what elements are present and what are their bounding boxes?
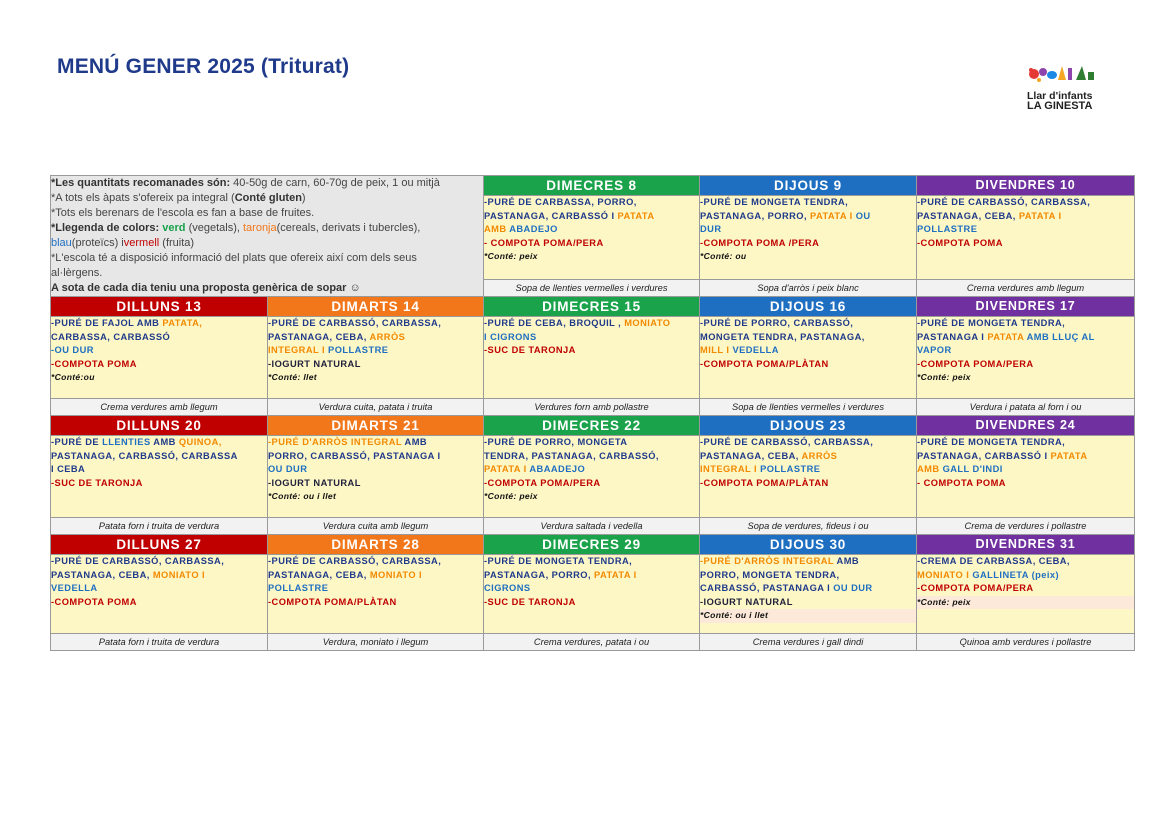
- menu-line: [484, 436, 699, 450]
- menu-line: [917, 210, 1134, 224]
- menu-line: [917, 569, 1134, 583]
- menu-text: -OU DUR: [51, 345, 94, 355]
- dinner-suggestion: Crema verdures amb llegum: [51, 399, 268, 416]
- menu-text: -PURÉ DE MONGETA TENDRA,: [917, 437, 1066, 447]
- menu-line: [700, 463, 916, 477]
- menu-line: [700, 569, 916, 583]
- menu-text: PASTANAGA, CEBA,: [917, 210, 1019, 221]
- menu-line: [268, 490, 483, 504]
- menu-line: [917, 344, 1134, 358]
- menu-line: [268, 463, 483, 477]
- dinner-suggestion: Sopa d'arròs i peix blanc: [700, 279, 917, 296]
- menu-line: [700, 436, 916, 450]
- day-header: DIVENDRES 17: [917, 297, 1135, 317]
- menu-text: QUINOA,: [178, 437, 222, 447]
- menu-line: [268, 344, 483, 358]
- day-header: DILLUNS 20: [51, 416, 268, 436]
- menu-text: PATATA I: [1018, 210, 1062, 221]
- menu-line: [484, 223, 699, 237]
- day-menu: [917, 196, 1135, 279]
- day-header: DIVENDRES 31: [917, 535, 1135, 555]
- menu-text: CARBASSÓ, PASTANAGA I: [700, 583, 834, 593]
- menu-line: [917, 358, 1134, 372]
- menu-text: PASTANAGA, CEBA,: [700, 450, 802, 461]
- menu-text: -PURÉ DE CARBASSÓ, CARBASSA,: [700, 437, 874, 447]
- menu-line: [700, 582, 916, 596]
- day-menu: [700, 555, 917, 634]
- menu-line: [700, 609, 916, 623]
- dinner-suggestion: Crema de verdures i pollastre: [917, 518, 1135, 535]
- menu-text: LLENTIES: [102, 437, 154, 447]
- menu-line: [268, 317, 483, 331]
- menu-line: [484, 555, 699, 569]
- menu-line: [484, 477, 699, 491]
- menu-text: *Conté: peix: [917, 372, 971, 382]
- menu-text: AMB: [153, 437, 179, 447]
- menu-line: [700, 196, 916, 210]
- menu-text: PATATA: [1050, 450, 1088, 461]
- menu-line: [700, 223, 916, 237]
- menu-text: ABAADEJO: [529, 464, 586, 474]
- page-title: MENÚ GENER 2025 (Triturat): [57, 55, 350, 78]
- menu-line: [700, 344, 916, 358]
- menu-line: [700, 555, 916, 569]
- menu-text: -PURÉ DE CARBASSA, PORRO,: [484, 197, 637, 208]
- menu-line: [484, 463, 699, 477]
- menu-text: -COMPOTA POMA: [51, 358, 137, 369]
- menu-text: -COMPOTA POMA /PERA: [700, 237, 820, 248]
- menu-line: [917, 596, 1134, 610]
- day-header: DIJOUS 30: [700, 535, 917, 555]
- menu-text: -COMPOTA POMA: [51, 596, 137, 607]
- menu-text: TENDRA, PASTANAGA, CARBASSÓ,: [484, 450, 659, 461]
- menu-line: [268, 569, 483, 583]
- menu-text: PASTANAGA, CARBASSÓ I: [484, 210, 618, 221]
- menu-line: [484, 569, 699, 583]
- menu-line: [700, 596, 916, 610]
- dinner-suggestion: Verdures forn amb pollastre: [484, 399, 700, 416]
- menu-text: DUR: [700, 224, 722, 235]
- day-menu: [51, 555, 268, 634]
- menu-text: MONIATO I: [369, 569, 423, 580]
- menu-text: *Conté: llet: [268, 372, 317, 382]
- menu-line: [484, 210, 699, 224]
- menu-line: [917, 450, 1134, 464]
- menu-text: POLLASTRE: [760, 464, 821, 474]
- menu-text: *Conté: peix: [484, 491, 538, 501]
- day-header: DIVENDRES 24: [917, 416, 1135, 436]
- menu-text: MONGETA TENDRA, PASTANAGA,: [700, 331, 865, 342]
- menu-text: MONIATO: [624, 318, 671, 328]
- day-menu: [700, 317, 917, 399]
- menu-text: POLLASTRE: [268, 583, 329, 593]
- menu-line: [268, 358, 483, 372]
- menu-line: [484, 582, 699, 596]
- menu-text: POLLASTRE: [328, 345, 389, 355]
- menu-text: -COMPOTA POMA/PERA: [917, 583, 1034, 593]
- menu-text: AMB: [484, 224, 510, 235]
- menu-text: PASTANAGA, CEBA,: [51, 569, 153, 580]
- menu-line: [917, 555, 1134, 569]
- menu-text: I CEBA: [51, 464, 86, 474]
- menu-line: [51, 344, 267, 358]
- menu-text: GALL D'INDI: [942, 464, 1003, 474]
- day-menu: [484, 555, 700, 634]
- menu-line: [51, 569, 267, 583]
- menu-line: [917, 436, 1134, 450]
- day-menu: [268, 436, 484, 518]
- menu-line: [700, 237, 916, 251]
- day-header: DIJOUS 16: [700, 297, 917, 317]
- day-header: DIJOUS 23: [700, 416, 917, 436]
- menu-line: [51, 436, 267, 450]
- menu-text: - COMPOTA POMA/PERA: [484, 237, 604, 248]
- info-box: [51, 176, 484, 297]
- dinner-suggestion: Verdura, moniato i llegum: [268, 634, 484, 651]
- menu-text: *Conté:ou: [51, 372, 95, 382]
- menu-text: -COMPOTA POMA/PLÀTAN: [700, 477, 829, 488]
- menu-line: [917, 477, 1134, 491]
- menu-text: -PURÉ DE FAJOL AMB: [51, 318, 163, 328]
- day-header: DIMARTS 21: [268, 416, 484, 436]
- menu-line: [51, 371, 267, 385]
- day-header: DIMECRES 29: [484, 535, 700, 555]
- menu-text: -PURÉ DE CARBASSÓ, CARBASSA,: [51, 556, 225, 566]
- menu-line: [484, 344, 699, 358]
- menu-text: PATATA I: [484, 464, 530, 474]
- menu-text: -PURÉ DE CARBASSÓ, CARBASSA,: [268, 318, 442, 328]
- day-menu: [268, 317, 484, 399]
- menu-line: [51, 477, 267, 491]
- menu-text: MONIATO I: [152, 569, 206, 580]
- menu-text: -IOGURT NATURAL: [700, 596, 793, 607]
- menu-text: -COMPOTA POMA/PLÀTAN: [268, 596, 397, 607]
- menu-line: [484, 596, 699, 610]
- menu-text: -PURÉ DE CEBA, BROQUIL ,: [484, 318, 625, 328]
- day-menu: [700, 436, 917, 518]
- menu-text: OU DUR: [833, 583, 873, 593]
- day-header: DIMECRES 15: [484, 297, 700, 317]
- menu-text: -PURÉ DE MONGETA TENDRA,: [484, 556, 633, 566]
- menu-text: VEDELLA: [51, 583, 98, 593]
- menu-text: -PURÉ DE CARBASSÓ, CARBASSA,: [268, 556, 442, 566]
- menu-line: [700, 210, 916, 224]
- menu-text: INTEGRAL I: [700, 464, 761, 474]
- day-menu: [484, 436, 700, 518]
- menu-text: PASTANAGA, PORRO,: [484, 569, 595, 580]
- menu-line: [700, 358, 916, 372]
- menu-text: -COMPOTA POMA: [917, 237, 1003, 248]
- menu-text: -PURÉ DE: [51, 437, 103, 447]
- day-menu: [917, 555, 1135, 634]
- menu-text: I CIGRONS: [484, 331, 537, 342]
- menu-text: VEDELLA: [732, 345, 779, 355]
- menu-text: -PURÉ DE MONGETA TENDRA,: [700, 197, 849, 208]
- menu-line: [51, 582, 267, 596]
- menu-text: -IOGURT NATURAL: [268, 477, 361, 488]
- menu-text: AMB: [404, 437, 428, 447]
- dinner-suggestion: Verdura cuita amb llegum: [268, 518, 484, 535]
- menu-text: -SUC DE TARONJA: [484, 345, 576, 355]
- menu-text: PATATA: [987, 331, 1027, 342]
- menu-text: -COMPOTA POMA/PERA: [917, 358, 1034, 369]
- logo-line-2: LA GINESTA: [1027, 100, 1093, 112]
- menu-text: -CREMA DE CARBASSA, CEBA,: [917, 556, 1070, 566]
- menu-text: AMB: [836, 556, 860, 566]
- menu-text: GALLINETA: [972, 569, 1032, 580]
- menu-line: [51, 555, 267, 569]
- menu-text: *Conté: ou i llet: [268, 491, 337, 501]
- menu-line: [700, 317, 916, 331]
- menu-line: [51, 317, 267, 331]
- menu-line: [268, 331, 483, 345]
- menu-text: MONIATO I: [917, 569, 973, 580]
- menu-text: ARRÒS: [369, 331, 406, 342]
- menu-line: [484, 490, 699, 504]
- menu-line: [484, 331, 699, 345]
- day-menu: [51, 436, 268, 518]
- menu-text: PATATA I: [810, 210, 856, 221]
- menu-line: [917, 196, 1134, 210]
- dinner-suggestion: Patata forn i truita de verdura: [51, 518, 268, 535]
- day-header: DIJOUS 9: [700, 176, 917, 196]
- menu-text: PASTANAGA, CARBASSÓ I: [917, 450, 1051, 461]
- day-header: DIMARTS 28: [268, 535, 484, 555]
- menu-text: ARRÒS: [801, 450, 838, 461]
- menu-line: [51, 331, 267, 345]
- menu-text: PASTANAGA, CEBA,: [268, 331, 370, 342]
- menu-text: -PURÉ DE CARBASSÓ, CARBASSA,: [917, 197, 1091, 208]
- day-menu: [268, 555, 484, 634]
- menu-line: [484, 317, 699, 331]
- day-header: DIMARTS 14: [268, 297, 484, 317]
- menu-line: [268, 555, 483, 569]
- menu-line: [268, 477, 483, 491]
- menu-text: PATATA: [617, 210, 655, 221]
- menu-text: AMB LLUÇ AL: [1026, 331, 1095, 342]
- menu-line: [268, 436, 483, 450]
- menu-line: [700, 250, 916, 264]
- menu-text: PATATA I: [594, 569, 637, 580]
- menu-text: - COMPOTA POMA: [917, 477, 1006, 488]
- dinner-suggestion: Crema verdures i gall dindi: [700, 634, 917, 651]
- menu-text: (peix): [1031, 569, 1060, 580]
- dinner-suggestion: Crema verdures, patata i ou: [484, 634, 700, 651]
- menu-text: VAPOR: [917, 345, 952, 355]
- menu-text: ABADEJO: [509, 224, 558, 235]
- menu-line: [917, 371, 1134, 385]
- dinner-suggestion: Verdura saltada i vedella: [484, 518, 700, 535]
- menu-text: MILL I: [700, 345, 733, 355]
- dinner-suggestion: Quinoa amb verdures i pollastre: [917, 634, 1135, 651]
- day-menu: [917, 317, 1135, 399]
- menu-table: [50, 175, 1135, 651]
- menu-text: CARBASSA, CARBASSÓ: [51, 331, 171, 342]
- menu-text: PORRO, MONGETA TENDRA,: [700, 569, 840, 580]
- menu-text: -PURÉ D'ARRÒS INTEGRAL: [268, 437, 405, 447]
- menu-text: -IOGURT NATURAL: [268, 358, 361, 369]
- menu-line: [268, 596, 483, 610]
- day-header: DILLUNS 27: [51, 535, 268, 555]
- menu-text: -SUC DE TARONJA: [484, 596, 576, 607]
- menu-text: INTEGRAL I: [268, 345, 329, 355]
- menu-line: [917, 237, 1134, 251]
- menu-text: PORRO, CARBASSÓ, PASTANAGA I: [268, 450, 441, 461]
- menu-line: [917, 463, 1134, 477]
- menu-text: OU DUR: [268, 464, 308, 474]
- menu-line: [700, 450, 916, 464]
- menu-text: PASTANAGA, PORRO,: [700, 210, 811, 221]
- menu-text: -SUC DE TARONJA: [51, 477, 143, 488]
- logo-line-1: Llar d'infants: [1027, 90, 1093, 102]
- dinner-suggestion: Patata forn i truita de verdura: [51, 634, 268, 651]
- day-header: DIMECRES 8: [484, 176, 700, 196]
- day-header: DILLUNS 13: [51, 297, 268, 317]
- menu-text: PASTANAGA, CEBA,: [268, 569, 370, 580]
- menu-text: -COMPOTA POMA/PERA: [484, 477, 601, 488]
- menu-text: *Conté: peix: [917, 596, 971, 607]
- menu-line: [268, 450, 483, 464]
- menu-text: -PURÉ D'ARRÒS INTEGRAL: [700, 556, 837, 566]
- menu-text: PATATA,: [162, 318, 203, 328]
- menu-line: [700, 477, 916, 491]
- day-menu: [700, 196, 917, 279]
- menu-text: -PURÉ DE PORRO, MONGETA: [484, 437, 628, 447]
- day-menu: [917, 436, 1135, 518]
- menu-text: -PURÉ DE MONGETA TENDRA,: [917, 318, 1066, 328]
- menu-text: PASTANAGA, CARBASSÓ, CARBASSA: [51, 450, 238, 461]
- menu-text: PASTANAGA I: [917, 331, 988, 342]
- menu-line: [484, 237, 699, 251]
- menu-text: AMB: [917, 464, 943, 474]
- menu-line: [51, 463, 267, 477]
- dinner-suggestion: Crema verdures amb llegum: [917, 279, 1135, 296]
- dinner-suggestion: Sopa de llenties vermelles i verdures: [700, 399, 917, 416]
- dinner-suggestion: Sopa de llenties vermelles i verdures: [484, 279, 700, 296]
- day-menu: [484, 317, 700, 399]
- menu-line: [917, 223, 1134, 237]
- menu-text: *Conté: ou i llet: [700, 610, 769, 620]
- info-notes: *Les quantitats recomanades són: 40-50g de carn, 60-70g de peix, 1 ou mitjà *A tots els àpats s'ofereix pa integral (Conté gluten) *Tots els berenars de l'escola es fan a base de fruites. *Llegenda de colors: verd (vegetals), taronja(cereals, derivats i tubercles), blau(proteïcs) ivermell (fruita) *L'escola té a disposició informació del plats que ofereix així com dels seus al·lèrgens. A sota de cada dia teniu una proposta genèrica de sopar ☺: [51, 177, 440, 294]
- menu-line: [268, 582, 483, 596]
- dinner-suggestion: Verdura i patata al forn i ou: [917, 399, 1135, 416]
- dinner-suggestion: Sopa de verdures, fideus i ou: [700, 518, 917, 535]
- day-header: DIMECRES 22: [484, 416, 700, 436]
- day-header: DIVENDRES 10: [917, 176, 1135, 196]
- menu-line: [51, 450, 267, 464]
- menu-line: [484, 450, 699, 464]
- menu-line: [917, 317, 1134, 331]
- menu-text: -PURÉ DE PORRO, CARBASSÓ,: [700, 318, 854, 328]
- menu-text: OU: [855, 210, 871, 221]
- menu-line: [917, 331, 1134, 345]
- menu-text: POLLASTRE: [917, 224, 978, 235]
- dinner-suggestion: Verdura cuita, patata i truita: [268, 399, 484, 416]
- menu-text: *Conté: peix: [484, 251, 538, 262]
- school-logo-text: [1027, 91, 1093, 111]
- menu-line: [700, 331, 916, 345]
- menu-text: -COMPOTA POMA/PLÀTAN: [700, 358, 829, 369]
- menu-line: [917, 582, 1134, 596]
- menu-text: CIGRONS: [484, 583, 531, 593]
- menu-line: [484, 196, 699, 210]
- day-menu: [51, 317, 268, 399]
- menu-line: [268, 371, 483, 385]
- menu-text: *Conté: ou: [700, 251, 747, 262]
- menu-line: [51, 596, 267, 610]
- day-menu: [484, 196, 700, 279]
- menu-line: [51, 358, 267, 372]
- menu-line: [484, 250, 699, 264]
